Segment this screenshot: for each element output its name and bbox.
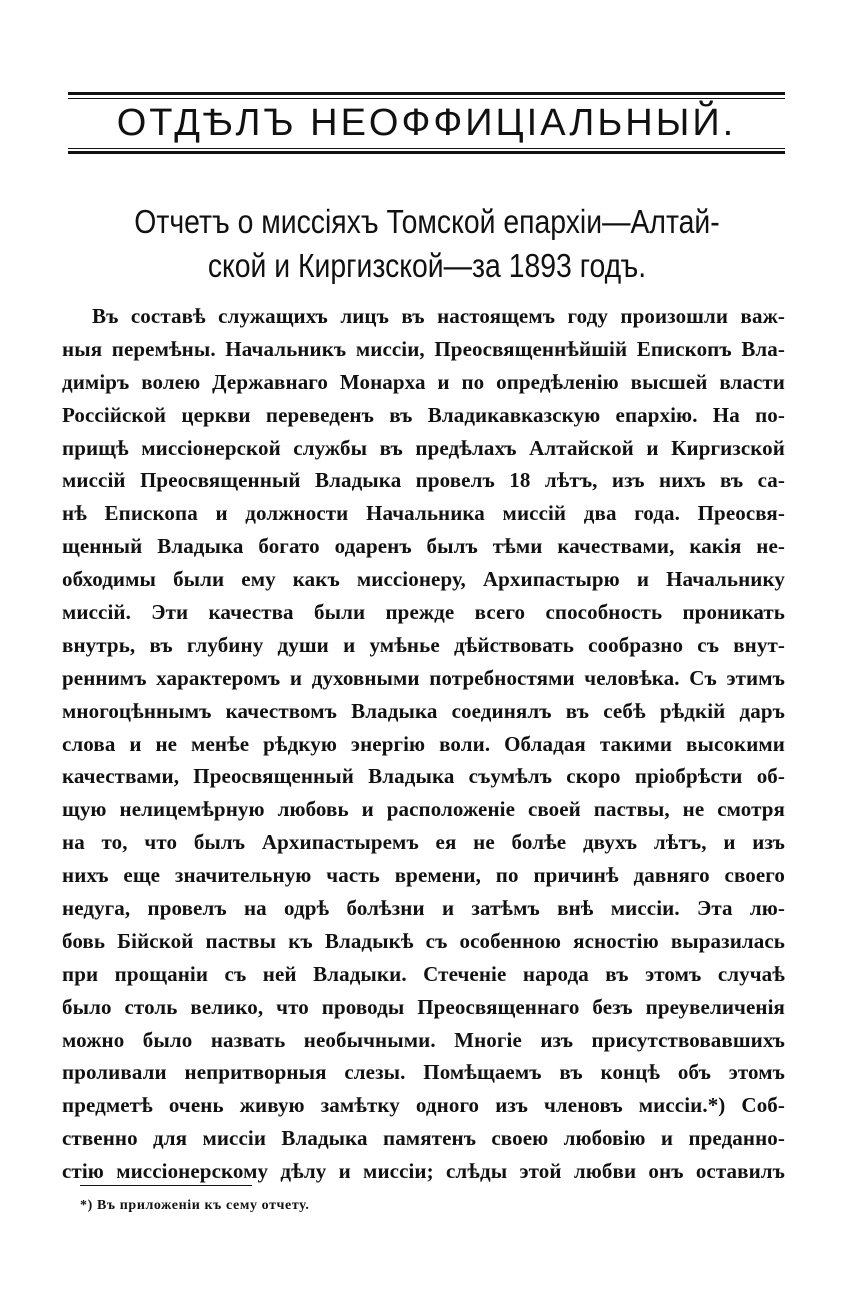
text-line: ныя перемѣны. Начальникъ миссіи, Преосвященнѣйшій Епископъ Вла- — [62, 336, 785, 361]
body-paragraph — [62, 300, 785, 1188]
text-line: предметѣ очень живую замѣтку одного изъ членовъ миссіи.*) Соб- — [62, 1093, 785, 1118]
report-title-line: Отчетъ о миссіяхъ Томской епархіи—Алтай- — [134, 203, 720, 240]
text-line: щенный Владыка богато одаренъ былъ тѣми качествами, какія не- — [62, 534, 785, 559]
text-line: проливали непритворныя слезы. Помѣщаемъ въ концѣ объ этомъ — [62, 1060, 785, 1085]
text-line: при прощаніи съ ней Владыки. Стеченіе народа въ этомъ случаѣ — [62, 961, 785, 986]
text-line: прищѣ миссіонерской службы въ предѣлахъ Алтайской и Киргизской — [62, 435, 785, 460]
text-line: ственно для миссіи Владыка памятенъ своею любовію и преданно- — [62, 1126, 785, 1151]
section-heading: ОТДѢЛЪ НЕОФФИЦІАЛЬНЫЙ. — [116, 102, 737, 144]
footnote: *) Въ приложеніи къ сему отчету. — [80, 1198, 310, 1213]
text-line: внутрь, въ глубину души и умѣнье дѣйствовать сообразно съ внут- — [62, 632, 785, 657]
text-line: диміръ волею Державнаго Монарха и по опредѣленію высшей власти — [62, 369, 785, 394]
text-line: обходимы были ему какъ миссіонеру, Архипастырю и Начальнику — [62, 567, 785, 592]
text-line: можно было назвать необычными. Многіе изъ присутствовавшихъ — [62, 1027, 785, 1052]
heading-rule-bottom-thin — [68, 148, 785, 149]
text-line: щую нелицемѣрную любовь и расположеніе своей паствы, не смотря — [62, 797, 785, 822]
text-line: миссій. Эти качества были прежде всего способность проникать — [62, 600, 785, 625]
heading-rule-bottom-thick — [68, 151, 785, 154]
text-line: нѣ Епископа и должности Начальника миссій два года. Преосвя- — [62, 501, 785, 526]
text-line: качествами, Преосвященный Владыка съумѣлъ скоро пріобрѣсти об- — [62, 764, 785, 789]
heading-rule-top-thin — [68, 98, 785, 99]
text-line: бовь Бійской паствы къ Владыкѣ съ особенною ясностію выразилась — [62, 928, 785, 953]
footnote-rule — [80, 1185, 252, 1186]
text-line: многоцѣннымъ качествомъ Владыка соединялъ въ себѣ рѣдкій даръ — [62, 698, 785, 723]
text-line: нихъ еще значительную часть времени, по причинѣ давняго своего — [62, 863, 785, 888]
heading-rule-top-thick — [68, 92, 785, 95]
text-line: реннимъ характеромъ и духовными потребностями человѣка. Съ этимъ — [62, 665, 785, 690]
report-title-line: ской и Киргизской—за 1893 годъ. — [207, 247, 647, 284]
text-line: было столь велико, что проводы Преосвященнаго безъ преувеличенія — [62, 994, 785, 1019]
text-line: стію миссіонерскому дѣлу и миссіи; слѣды этой любви онъ оставилъ — [62, 1159, 785, 1184]
text-line: Въ составѣ служащихъ лицъ въ настоящемъ году произошли важ- — [92, 304, 785, 328]
report-title — [113, 200, 741, 288]
text-line: слова и не менѣе рѣдкую энергію воли. Обладая такими высокими — [62, 731, 785, 756]
text-line: недуга, провелъ на одрѣ болѣзни и затѣмъ внѣ миссіи. Эта лю- — [62, 896, 785, 921]
text-line: Россійской церкви переведенъ въ Владикавказскую епархію. На по- — [62, 402, 785, 427]
text-line: на то, что былъ Архипастыремъ ея не болѣе двухъ лѣтъ, и изъ — [62, 830, 785, 855]
text-line: миссій Преосвященный Владыка провелъ 18 лѣтъ, изъ нихъ въ са- — [62, 468, 785, 493]
